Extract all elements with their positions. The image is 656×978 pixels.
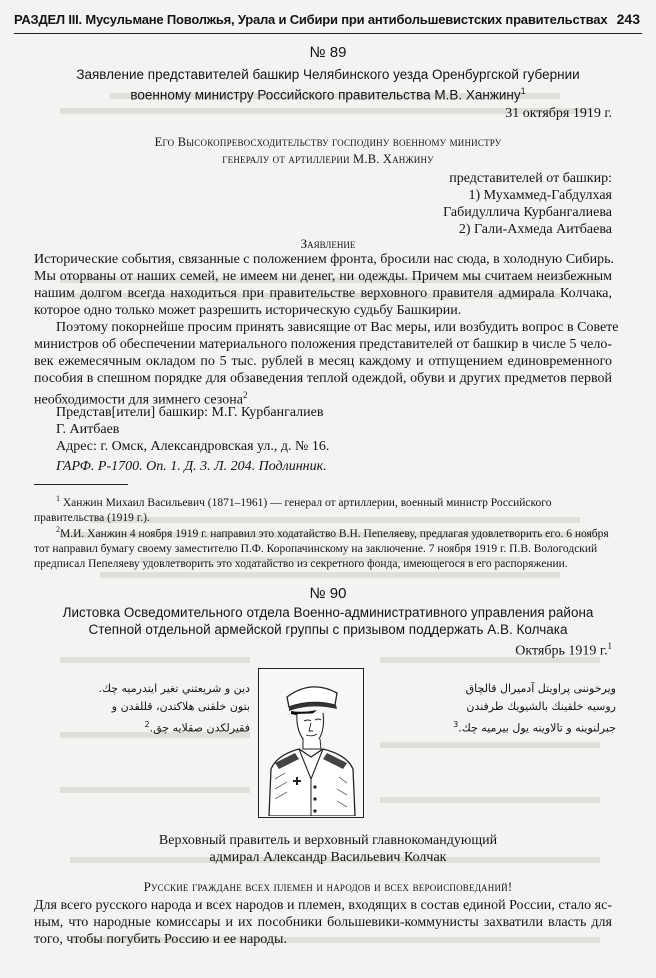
leaflet-line: فقيرلكدن صقلايه چق.$^2$ xyxy=(144,720,250,735)
footnote-rule xyxy=(34,484,128,485)
text-line: пособия в спешном порядке для обзаведения теплой одеждой, обуви и других предметов первой xyxy=(34,371,612,386)
leaflet-line: جبرلنوينه و تالاوينه يول بيرميه چك.$^3$ xyxy=(453,720,616,735)
sender-line: 1) Мухаммед-Габдулхая xyxy=(468,188,612,203)
leaflet-text-right xyxy=(396,680,616,738)
leaflet-line: دين و شريعتني تغير ايتدرميه چك. xyxy=(98,682,250,695)
doc89-signatures xyxy=(56,404,329,455)
footnote-line: предписал Пепеляеву удовлетворить это ходатайство из секретного фонда, имеющегося в его распоряжении. xyxy=(34,557,568,570)
footnote-ref: 2 xyxy=(144,720,150,729)
portrait-caption xyxy=(120,832,536,866)
footnote-line: правительства (1919 г.). xyxy=(34,511,150,524)
leaflet-appeal: Русские граждане всех племен и народов и всех вероисповеданий! xyxy=(143,879,513,894)
footnote-line: $^2$М.И. Ханжин 4 ноября 1919 г. направил это ходатайство В.Н. Пепеляеву, предлагая удовлетворить его. 6 ноября xyxy=(56,525,609,540)
doc90-date: Октябрь 1919 г.$^1$ xyxy=(515,641,612,659)
sender-line: Габидуллича Курбангалиева xyxy=(443,205,612,220)
portrait-drawing xyxy=(259,669,362,816)
leaflet-paragraph xyxy=(34,897,612,948)
text-line: того, чтобы погубить Россию и ее народы. xyxy=(34,932,287,947)
doc89-heading: Заявление xyxy=(300,236,356,251)
doc89-addressee xyxy=(60,134,596,168)
text-line: Исторические события, связанные с положением фронта, бросили нас сюда, в холодную Сибирь. xyxy=(34,252,615,267)
footnote-2 xyxy=(34,522,612,572)
doc90-title-line: Степной отдельной армейской группы с призывом поддержать А.В. Колчака xyxy=(88,622,568,637)
page-number: 243 xyxy=(616,11,640,27)
doc89-paragraph-2 xyxy=(34,319,619,409)
footnote-ref: 3 xyxy=(453,720,459,729)
text-line: необходимости для зимнего сезона$^2$ xyxy=(34,390,248,408)
doc90-title-line: Листовка Осведомительного отдела Военно-административного управления района xyxy=(62,605,594,620)
footnote-mark: 2 xyxy=(56,525,60,534)
sender-line: представителей от башкир: xyxy=(449,171,612,186)
addressee-line: генералу от артиллерии М.В. Ханжину xyxy=(222,152,434,166)
signature-line: Представ[ители] башкир: М.Г. Курбангалиев xyxy=(56,405,324,420)
address-line: Адрес: г. Омск, Александровская ул., д. № 16. xyxy=(56,439,330,454)
footnote-ref: 1 xyxy=(520,86,526,96)
running-header xyxy=(14,8,642,34)
sender-line: 2) Гали-Ахмеда Аитбаева xyxy=(458,222,612,237)
kolchak-portrait xyxy=(258,668,364,818)
leaflet-line: روسيه خلقينك بالشيويك طرفندن xyxy=(466,700,616,713)
doc89-senders xyxy=(352,170,612,238)
doc90-title xyxy=(30,604,626,638)
text-line: нашим долгом всегда находиться при правительстве верховного правителя адмирала Колчака, xyxy=(34,286,612,301)
leaflet-text-left xyxy=(50,680,250,738)
caption-line: Верховный правитель и верховный главнокомандующий xyxy=(158,833,498,848)
doc89-date: 31 октября 1919 г. xyxy=(505,106,612,121)
text-line: Поэтому покорнейше просим принять зависящие от Вас меры, или возбудить вопрос в Совете xyxy=(56,320,619,335)
addressee-line: Его Высокопревосходительству господину военному министру xyxy=(154,135,502,149)
running-title: РАЗДЕЛ III. Мусульмане Поволжья, Урала и Сибири при антибольшевистских правительствах xyxy=(14,12,608,27)
text-line: Для всего русского народа и всех народов и племен, входящих в состав единой России, стало яс- xyxy=(34,898,612,913)
footnote-ref: 1 xyxy=(607,641,612,651)
leaflet-line: ويرخوننى پراويتل آدميرال قالچاق xyxy=(465,682,616,695)
footnote-ref: 2 xyxy=(242,390,248,400)
text-line: которое одно только может разрешить историческую судьбу Башкирии. xyxy=(34,303,462,318)
leaflet-line: بتون خلقنى هلاكتدن، قللقدن و xyxy=(111,700,250,713)
footnote-1 xyxy=(34,491,612,526)
doc89-number: № 89 xyxy=(309,44,347,61)
footnote-line: тот направил бумагу своему заместителю П.Ф. Коропачинскому на заключение. 7 ноября 1919 г. П.В. Вологодский xyxy=(34,542,598,555)
doc89-title-line: Заявление представителей башкир Челябинского уезда Оренбургской губернии xyxy=(76,67,580,82)
signature-line: Г. Аитбаев xyxy=(56,422,120,437)
doc89-archive-ref: ГАРФ. Р-1700. Оп. 1. Д. 3. Л. 204. Подлинник. xyxy=(56,459,327,474)
doc89-paragraph-1 xyxy=(34,251,615,319)
doc89-title xyxy=(30,66,626,104)
text-line: век ежемесячным окладом по 5 тыс. рублей в месяц каждому и отпущением единовременного xyxy=(34,354,612,369)
doc90-number: № 90 xyxy=(309,585,347,602)
caption-line: адмирал Александр Васильевич Колчак xyxy=(209,850,447,865)
footnote-mark: 1 xyxy=(56,494,60,503)
footnote-line: $^1$ Ханжин Михаил Васильевич (1871–1961) — генерал от артиллерии, военный министр Российского xyxy=(56,494,552,509)
doc89-title-line: военному министру Российского правительства М.В. Ханжину$^1$ xyxy=(130,86,526,103)
text-line: Мы оторваны от наших семей, не имеем ни денег, ни одежды. Причем мы считаем неизбежным xyxy=(34,269,612,284)
text-line: министров об обеспечении материального положения представителей от башкир в числе 5 чело- xyxy=(34,337,612,352)
text-line: ным, что народные комиссары и их пособники большевики-коммунисты захватили власть для xyxy=(34,915,612,930)
